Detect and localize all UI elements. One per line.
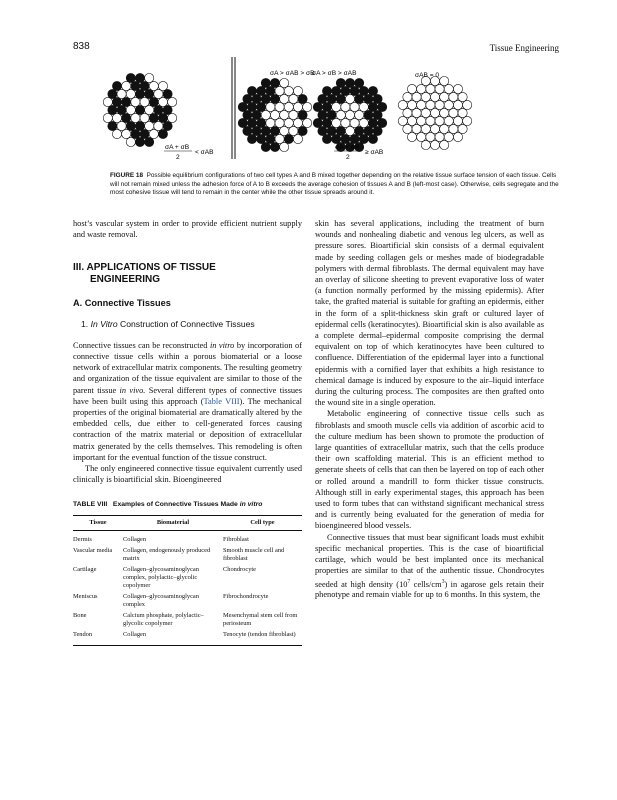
table-label: TABLE VIII: [73, 501, 108, 509]
cell: [117, 89, 126, 98]
paragraph: skin has several applications, including the treatment of burn wounds and nonhealing diabetic and venous leg ulcers, as well as pressure sores. Bioartificial skin consists of a dermal equivalent made by seeding collagen gels or meshes made of biodegradable polymers with dermal fibroblasts. The dermal equivalent may have an overlay of silicone sheeting to prevent evaporative loss of water (a function normally performed by the missing epidermis). After take, the grafted material is suitable for grafting an epidermis, either in the form of a split-thickness skin graft or cultured layer of epidermal cells (keratinocytes). Bioartificial skin is also available as a complete dermal–epidermal composite comprising the dermal equivalent on top of which keratinocytes have been cultured to confluence. Differentiation of the epidermal layer into a functional epidermis with a cornified layer that exhibits a high resistance to chemical damage is induced by exposure to the air–liquid interface during the culturing process. The composites are then grafted onto the wound site in a single operation.: [315, 219, 544, 408]
cell: [145, 89, 154, 98]
cell: [284, 86, 293, 95]
cell: [243, 126, 252, 135]
cell: [270, 94, 279, 103]
table-title: [73, 499, 302, 510]
cell: [453, 84, 462, 93]
cell: [449, 124, 458, 133]
cell: [426, 84, 435, 93]
cell: [270, 142, 279, 151]
cell: [266, 134, 275, 143]
cell: [298, 126, 307, 135]
cell: [293, 134, 302, 143]
cell: [126, 105, 135, 114]
cell: [108, 105, 117, 114]
cell: [341, 118, 350, 127]
cell: [252, 126, 261, 135]
cell: [403, 124, 412, 133]
cell: [318, 110, 327, 119]
cell: [435, 116, 444, 125]
cell: [122, 113, 131, 122]
cell: [158, 97, 167, 106]
cell: [444, 116, 453, 125]
cell: [463, 100, 472, 109]
cell: [440, 92, 449, 101]
paragraph: Connective tissues that must bear significant loads must exhibit specific mechanical properties. This is the case of bioartificial cartilage, which would be best implanted once its mechanical properties are similar to that of the authentic tissue. Chondrocytes seeded at high density ($10^7$ cells/$cm^3$) in agarose gels retain their phenotype and remain viable for up to 6 months. In this system, the: [315, 532, 545, 600]
cell: [368, 118, 377, 127]
cell: [145, 105, 154, 114]
cell: [149, 113, 158, 122]
cell: [417, 84, 426, 93]
cell: [336, 110, 345, 119]
cell: [359, 86, 368, 95]
cell: [449, 108, 458, 117]
cell: [440, 108, 449, 117]
cell: [444, 100, 453, 109]
cell: [280, 142, 289, 151]
subsection-heading: A. Connective Tissues: [73, 298, 171, 309]
cell: [398, 100, 407, 109]
section-heading-line-1: III. APPLICATIONS OF TISSUE: [73, 262, 216, 274]
cell: [135, 105, 144, 114]
cell: [266, 118, 275, 127]
cell: [318, 126, 327, 135]
cell: [368, 86, 377, 95]
cell: [112, 113, 121, 122]
cell: [275, 102, 284, 111]
table-link[interactable]: Table VIII: [203, 396, 240, 406]
cell: [280, 94, 289, 103]
cell: [238, 118, 247, 127]
label-bottom-2-relation: ≥ σAB: [365, 149, 384, 156]
paragraph: Metabolic engineering of connective tissue cells such as fibroblasts and smooth muscle cells via addition of ascorbic acid to the culture medium has been shown to promote the production of large quantities of extracellular matrix, such that the cells produce their own scaffolding material. This is an efficient method to generate sheets of cells that can then be layered on top of each other or rolled around a mandrill to form thicker tissue constructs. Although still in early experimental stages, this approach has been used to form tubes that can withstand significant mechanical stress and is currently being evaluated for the generation of media for bioengineered blood vessels.: [315, 409, 544, 531]
cell: [247, 118, 256, 127]
right-column: [315, 218, 544, 601]
cell: [149, 129, 158, 138]
cell: [458, 92, 467, 101]
cell: [440, 140, 449, 149]
table-title-text: Examples of Connective Tissues Made: [112, 501, 238, 509]
cell: [332, 118, 341, 127]
cell: [293, 86, 302, 95]
cell: [168, 113, 177, 122]
table-row: Bone Calcium phosphate, polylactic–glycolic copolymer Mesenchymal stem cell from periosteum: [73, 611, 298, 627]
cell: [350, 86, 359, 95]
cell: [293, 102, 302, 111]
cell: [368, 134, 377, 143]
cell: [135, 121, 144, 130]
cell: [444, 132, 453, 141]
cell: [359, 102, 368, 111]
cell: [163, 89, 172, 98]
section-heading-line-2: ENGINEERING: [90, 274, 161, 286]
cell: [131, 113, 140, 122]
cell: [145, 73, 154, 82]
cell: [108, 121, 117, 130]
cell: [345, 94, 354, 103]
cell: [247, 86, 256, 95]
cell: [122, 81, 131, 90]
cell: [378, 118, 387, 127]
cell: [421, 108, 430, 117]
cell: [280, 78, 289, 87]
cell: [403, 108, 412, 117]
paragraph: Connective tissues can be reconstructed in vitro by incorporation of connective tissue cells within a porous biomaterial or a loose network of extracellular matrix components. The resulting geometry and organization of the tissue equivalent are similar to those of the parent tissue in vivo. Several different types of connective tissues have been built using this approach (Table VIII). The mechanical properties of the original biomaterial are dramatically altered by the embedded cells, due either to cell-generated forces causing contraction of the matrix material or deposition of extracellular matrix generated by the cells themselves. This remodeling is often important for the eventual function of the tissue construct.: [73, 340, 302, 462]
cell: [412, 124, 421, 133]
cell: [158, 113, 167, 122]
table-row: Cartilage Collagen–glycosaminoglycan complex, polylactic–glycolic copolymer Chondrocyte: [73, 565, 257, 589]
cell: [336, 78, 345, 87]
connective-tissue-table: [73, 515, 302, 646]
cell: [430, 108, 439, 117]
cell: [135, 73, 144, 82]
cell: [247, 102, 256, 111]
cell: [426, 132, 435, 141]
cell: [303, 102, 312, 111]
cell: [112, 81, 121, 90]
cell: [303, 118, 312, 127]
cell: [284, 118, 293, 127]
cell: [350, 118, 359, 127]
cell: [122, 97, 131, 106]
cell: [126, 137, 135, 146]
cell: [364, 94, 373, 103]
cluster-mixed: [103, 73, 177, 146]
cell: [243, 110, 252, 119]
cell: [407, 116, 416, 125]
cell: [257, 102, 266, 111]
cell: [280, 110, 289, 119]
cell: [131, 81, 140, 90]
cell: [435, 84, 444, 93]
cell: [270, 126, 279, 135]
cell: [359, 134, 368, 143]
cell: [149, 81, 158, 90]
cell: [103, 97, 112, 106]
cell: [257, 86, 266, 95]
cell: [252, 94, 261, 103]
cell: [327, 110, 336, 119]
cell: [145, 121, 154, 130]
cell: [373, 110, 382, 119]
cell: [140, 97, 149, 106]
cell: [108, 89, 117, 98]
cell: [126, 73, 135, 82]
cell: [238, 102, 247, 111]
cell: [112, 97, 121, 106]
cell: [131, 129, 140, 138]
cell: [332, 102, 341, 111]
cell: [158, 81, 167, 90]
cell: [126, 89, 135, 98]
table-row: Vascular media Collagen, endogenously produced matrix Smooth muscle cell and fibroblast: [73, 546, 285, 562]
cell: [341, 134, 350, 143]
cell: [252, 110, 261, 119]
figure-caption: [110, 172, 560, 198]
cell: [322, 102, 331, 111]
label-top-3: σAB = 0: [415, 72, 440, 79]
cell: [453, 132, 462, 141]
cell: [430, 124, 439, 133]
cell: [341, 86, 350, 95]
label-bottom-2-denominator: 2: [346, 154, 350, 161]
cell: [275, 86, 284, 95]
cell: [293, 118, 302, 127]
cell: [261, 110, 270, 119]
cell: [368, 102, 377, 111]
cell: [247, 134, 256, 143]
cell: [407, 132, 416, 141]
cell: [345, 110, 354, 119]
cell: [266, 102, 275, 111]
cell: [426, 116, 435, 125]
figure-18: [80, 55, 560, 167]
subsub-text: Construction of Connective Tissues: [120, 318, 255, 329]
cell: [453, 116, 462, 125]
paragraph: The only engineered connective tissue equivalent currently used clinically is bioartificial skin. Bioengineered: [73, 464, 302, 485]
cell: [350, 102, 359, 111]
page-number: 838: [73, 41, 90, 52]
cell: [345, 126, 354, 135]
cell: [435, 100, 444, 109]
cell: [289, 110, 298, 119]
cell: [444, 84, 453, 93]
cell: [355, 78, 364, 87]
cell: [322, 118, 331, 127]
figure-caption-label: FIGURE 18: [110, 172, 144, 179]
cell: [158, 129, 167, 138]
cell: [168, 97, 177, 106]
cell: [117, 121, 126, 130]
cell: [364, 110, 373, 119]
cell: [355, 94, 364, 103]
cell: [135, 89, 144, 98]
subsub-italic: In Vitro: [90, 318, 118, 329]
paragraph: host’s vascular system in order to provide efficient nutrient supply and waste removal.: [73, 219, 302, 240]
cell: [149, 97, 158, 106]
cluster-partial-segregation: [238, 78, 312, 151]
cell: [270, 78, 279, 87]
cell: [412, 108, 421, 117]
cell: [322, 134, 331, 143]
cell: [449, 92, 458, 101]
cell: [154, 121, 163, 130]
cell: [458, 108, 467, 117]
cell: [322, 86, 331, 95]
cell: [426, 100, 435, 109]
cell: [257, 134, 266, 143]
subsubsection-heading: [81, 319, 302, 330]
cell: [131, 97, 140, 106]
cell: [421, 124, 430, 133]
cell: [135, 137, 144, 146]
cell: [403, 92, 412, 101]
cell: [140, 113, 149, 122]
table-header: Tissue: [73, 515, 123, 530]
cell: [298, 94, 307, 103]
cell: [359, 118, 368, 127]
cell: [355, 126, 364, 135]
figure-caption-text: Possible equilibrium configurations of two cell types A and B mixed together depending on the relative tissue surface tension of each tissue. Cells will not remain mixed unless the adhesion force of A to B exceeds the average cohesion of tissues A and B (left-most case). Otherwise, cells segregate and the most cohesive tissue will tend to remain in the center while the other tissue spreads around it.: [110, 172, 559, 197]
cell: [421, 92, 430, 101]
cell: [163, 121, 172, 130]
label-bottom-1-denominator: 2: [176, 154, 180, 161]
cell: [412, 92, 421, 101]
cell: [332, 134, 341, 143]
cell: [327, 126, 336, 135]
cell: [126, 121, 135, 130]
cell: [378, 102, 387, 111]
label-top-2: σA > σB > σAB: [312, 70, 357, 77]
label-bottom-2-numerator: σA + σB: [335, 144, 360, 151]
cell: [373, 94, 382, 103]
cell: [140, 81, 149, 90]
cell: [284, 102, 293, 111]
cell: [266, 86, 275, 95]
cell: [435, 132, 444, 141]
running-head: Tissue Engineering: [489, 43, 559, 53]
table-row: Meniscus Collagen–glycosaminoglycan complex Fibrochondrocyte: [73, 592, 269, 608]
cell: [284, 134, 293, 143]
table-title-italic: in vitro: [239, 501, 263, 509]
cell: [364, 126, 373, 135]
cell: [261, 94, 270, 103]
cell: [289, 94, 298, 103]
cell: [453, 100, 462, 109]
cell: [163, 105, 172, 114]
cell: [345, 78, 354, 87]
cell: [407, 100, 416, 109]
cell: [332, 86, 341, 95]
cell: [140, 129, 149, 138]
table-header: Cell type: [223, 515, 302, 530]
cell: [398, 116, 407, 125]
section-heading: [73, 262, 302, 286]
table-row: Tendon Collagen Tenocyte (tendon fibroblast): [73, 630, 302, 646]
subsub-number: 1.: [81, 318, 89, 329]
cell: [407, 84, 416, 93]
cell: [463, 116, 472, 125]
cell: [122, 129, 131, 138]
cluster-segregated: [313, 78, 387, 151]
cell: [430, 92, 439, 101]
cell: [350, 134, 359, 143]
cell: [154, 89, 163, 98]
cell: [275, 134, 284, 143]
cell: [313, 102, 322, 111]
cell: [261, 126, 270, 135]
cell: [103, 113, 112, 122]
cell: [257, 118, 266, 127]
cell: [458, 124, 467, 133]
cell: [421, 140, 430, 149]
cell: [417, 116, 426, 125]
cell: [270, 110, 279, 119]
label-bottom-1-relation: < σAB: [195, 149, 214, 156]
cell: [261, 78, 270, 87]
cell: [275, 118, 284, 127]
cell: [373, 126, 382, 135]
cell: [336, 126, 345, 135]
cell: [112, 129, 121, 138]
cell: [430, 140, 439, 149]
table-row: Dermis Collagen Fibroblast: [73, 535, 249, 543]
cell: [261, 142, 270, 151]
cell: [313, 118, 322, 127]
cell: [117, 105, 126, 114]
cell: [145, 137, 154, 146]
cell: [318, 94, 327, 103]
left-column: [73, 218, 302, 646]
cluster-separate: [398, 76, 472, 149]
cell: [440, 76, 449, 85]
cell: [289, 126, 298, 135]
cell: [341, 102, 350, 111]
cell: [280, 126, 289, 135]
cell: [154, 105, 163, 114]
cell: [440, 124, 449, 133]
label-top-1: σA > σAB > σB: [270, 70, 315, 77]
cell: [336, 94, 345, 103]
cell: [355, 110, 364, 119]
cell: [327, 94, 336, 103]
cell: [417, 100, 426, 109]
label-bottom-1-numerator: σA + σB: [165, 144, 190, 151]
table-header: Biomaterial: [123, 515, 223, 530]
cell: [298, 110, 307, 119]
figure-illustration: [80, 55, 560, 167]
cell: [243, 94, 252, 103]
cell: [417, 132, 426, 141]
